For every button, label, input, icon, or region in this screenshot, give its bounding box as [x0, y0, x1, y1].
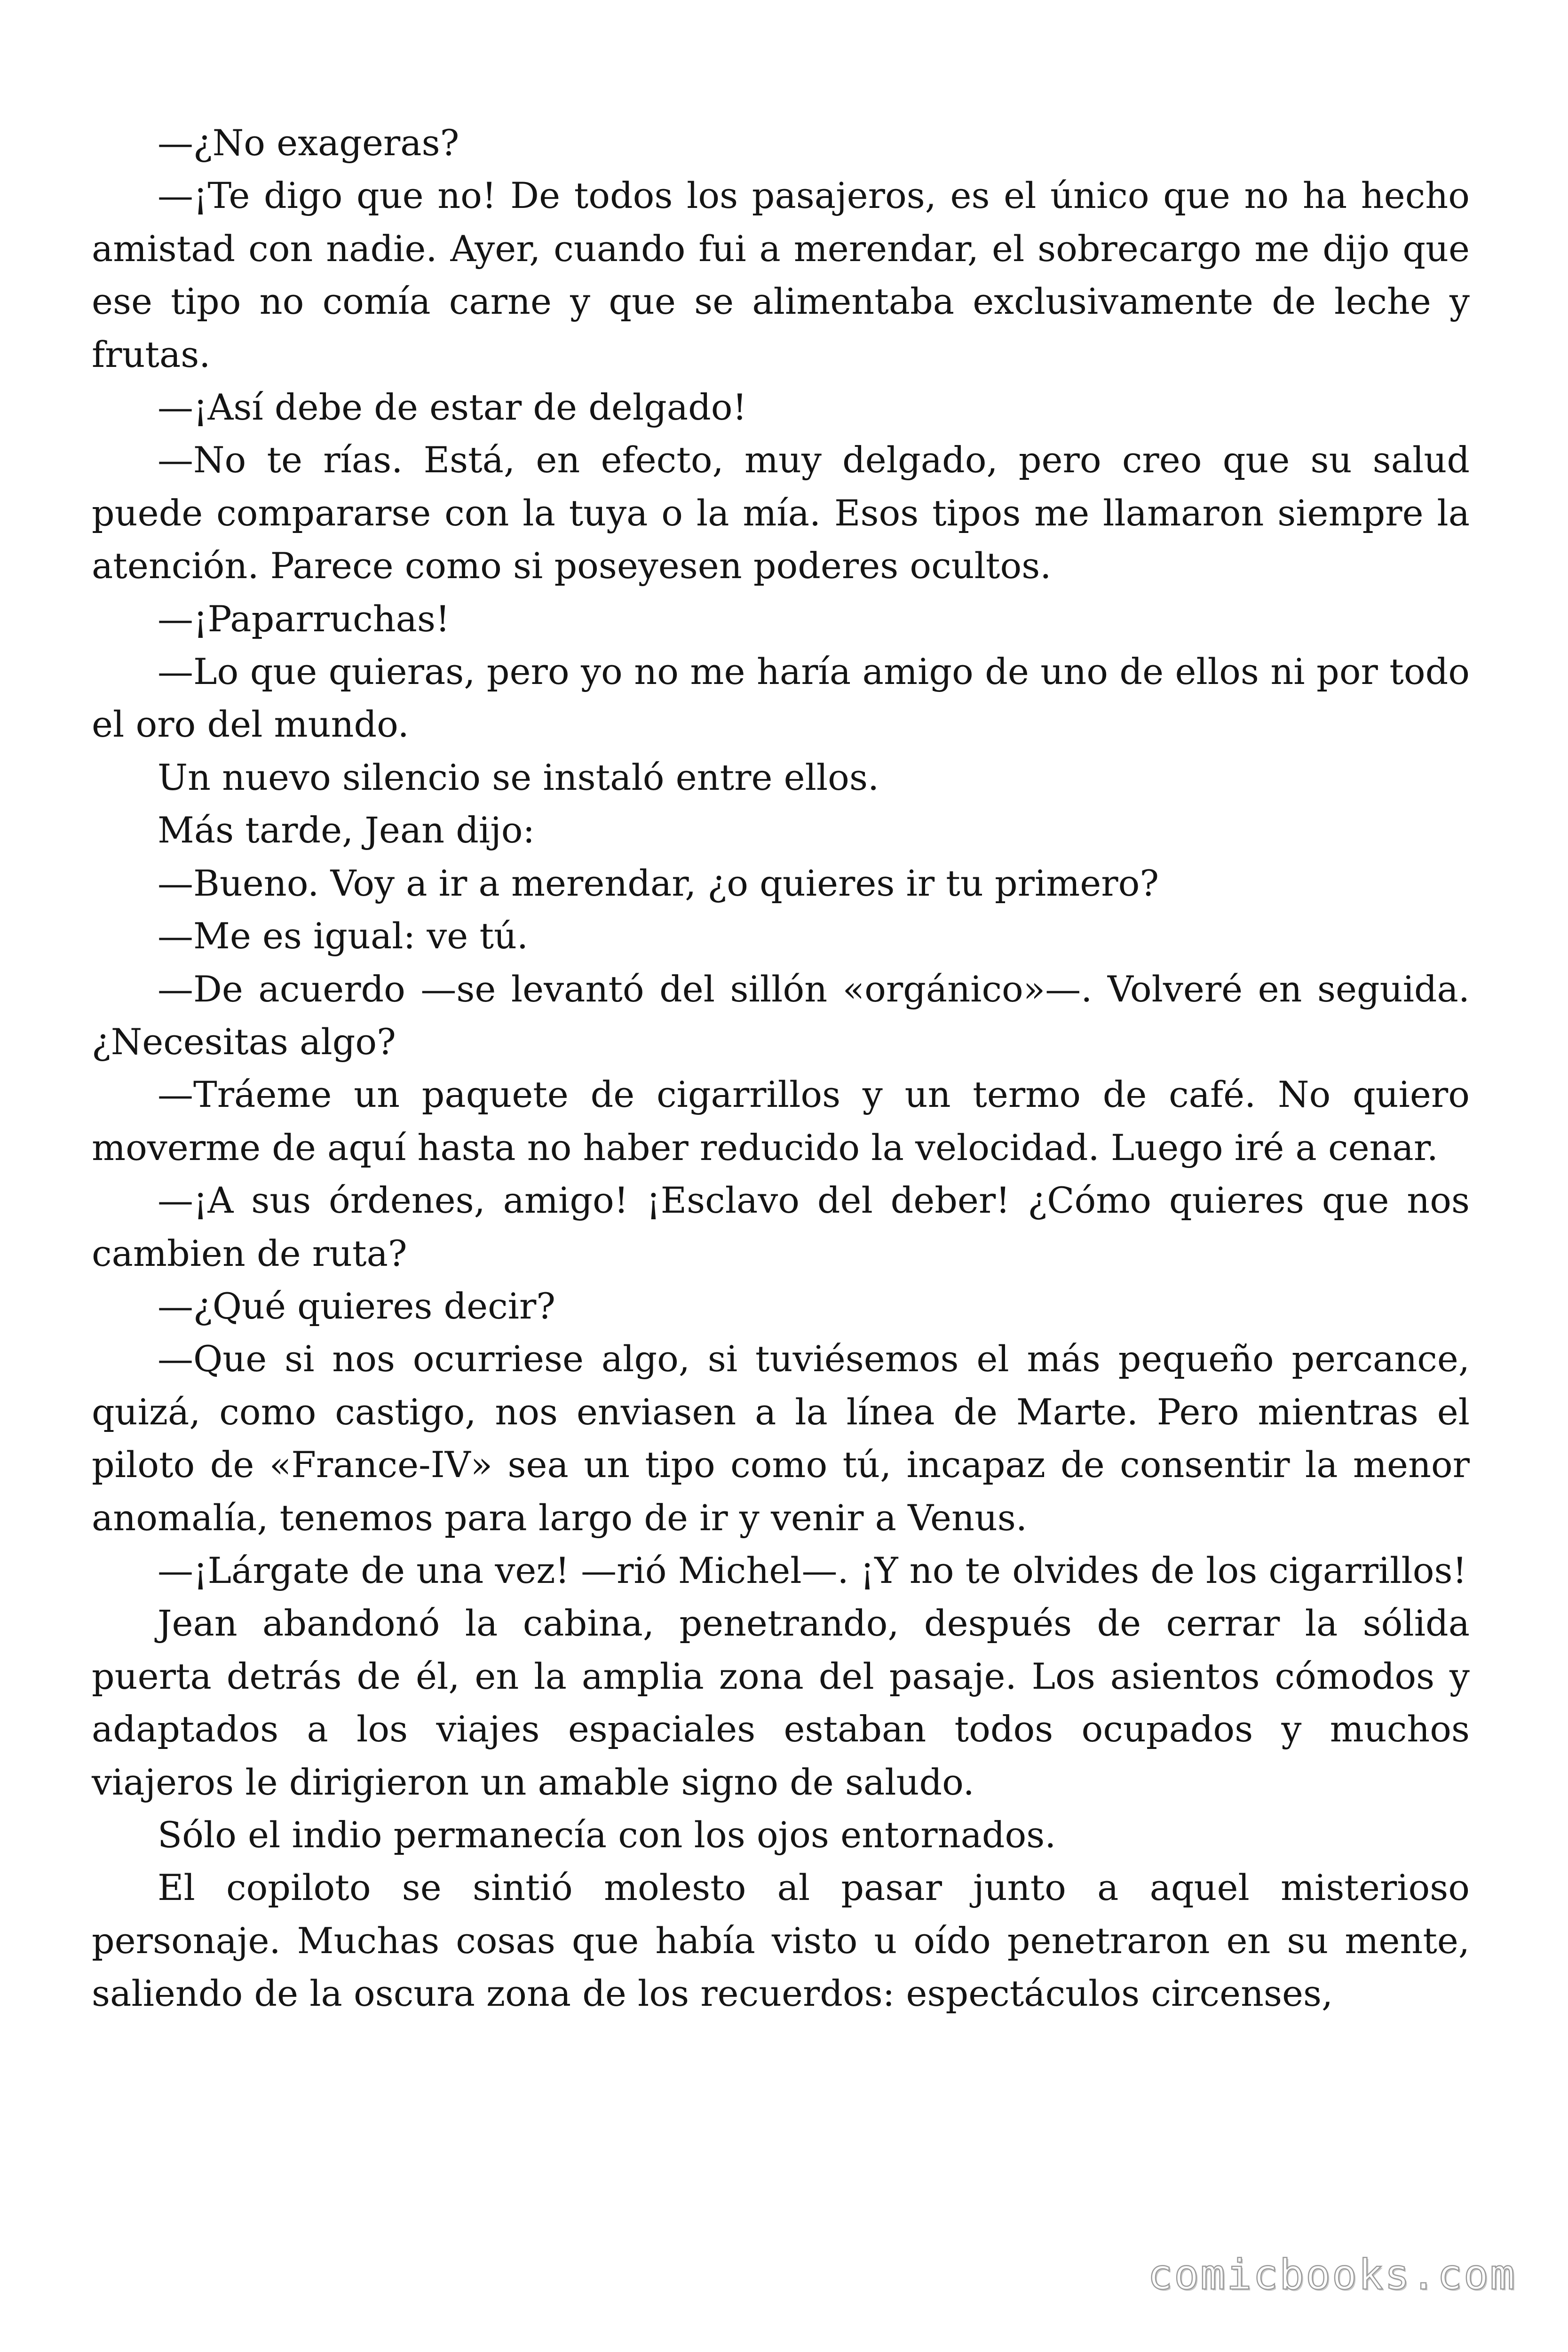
paragraph: —¡Te digo que no! De todos los pasajeros, es el único que no ha hecho amistad con nadie. Ayer, cuando fui a merendar, el sobrecargo me dijo que ese tipo no comía carne y que se alimentaba exclusivamente de leche y frutas.	[92, 175, 1470, 375]
book-page-text	[92, 117, 1470, 2020]
paragraph: —¿Qué quieres decir?	[158, 1285, 556, 1327]
paragraph: —¡A sus órdenes, amigo! ¡Esclavo del deber! ¿Cómo quieres que nos cambien de ruta?	[92, 1179, 1470, 1274]
paragraph: —¡Paparruchas!	[158, 597, 450, 640]
paragraph: —Me es igual: ve tú.	[158, 915, 529, 957]
paragraph: El copiloto se sintió molesto al pasar junto a aquel misterioso personaje. Muchas cosas que había visto u oído penetraron en su mente, saliendo de la oscura zona de los recuerdos: espectáculos circenses,	[92, 1867, 1470, 2015]
paragraph: —Que si nos ocurriese algo, si tuviésemos el más pequeño percance, quizá, como castigo, nos enviasen a la línea de Marte. Pero mientras el piloto de «France-IV» sea un tipo como tú, incapaz de consentir la menor anomalía, tenemos para largo de ir y venir a Venus.	[92, 1338, 1470, 1539]
paragraph: —¡Así debe de estar de delgado!	[158, 386, 747, 429]
paragraph: Más tarde, Jean dijo:	[158, 809, 535, 851]
paragraph: —Bueno. Voy a ir a merendar, ¿o quieres ir tu primero?	[158, 862, 1159, 904]
paragraph: —¿No exageras?	[158, 122, 459, 164]
paragraph: Jean abandonó la cabina, penetrando, después de cerrar la sólida puerta detrás de él, en la amplia zona del pasaje. Los asientos cómodos y adaptados a los viajes espaciales estaban todos ocupados y muchos viajeros le dirigieron un amable signo de saludo.	[92, 1602, 1470, 1803]
paragraph: —No te rías. Está, en efecto, muy delgado, pero creo que su salud puede compararse con la tuya o la mía. Esos tipos me llamaron siempre la atención. Parece como si poseyesen poderes ocultos.	[92, 439, 1470, 587]
paragraph: —¡Lárgate de una vez! —rió Michel—. ¡Y no te olvides de los cigarrillos!	[158, 1549, 1467, 1591]
paragraph: —De acuerdo —se levantó del sillón «orgánico»—. Volveré en seguida. ¿Necesitas algo?	[92, 968, 1470, 1063]
paragraph: Sólo el indio permanecía con los ojos entornados.	[158, 1814, 1056, 1856]
paragraph: —Tráeme un paquete de cigarrillos y un termo de café. No quiero moverme de aquí hasta no haber reducido la velocidad. Luego iré a cenar.	[92, 1073, 1470, 1168]
paragraph: Un nuevo silencio se instaló entre ellos.	[158, 756, 879, 798]
paragraph: —Lo que quieras, pero yo no me haría amigo de uno de ellos ni por todo el oro del mundo.	[92, 651, 1470, 746]
watermark: comicbooks.com	[1148, 2250, 1516, 2299]
